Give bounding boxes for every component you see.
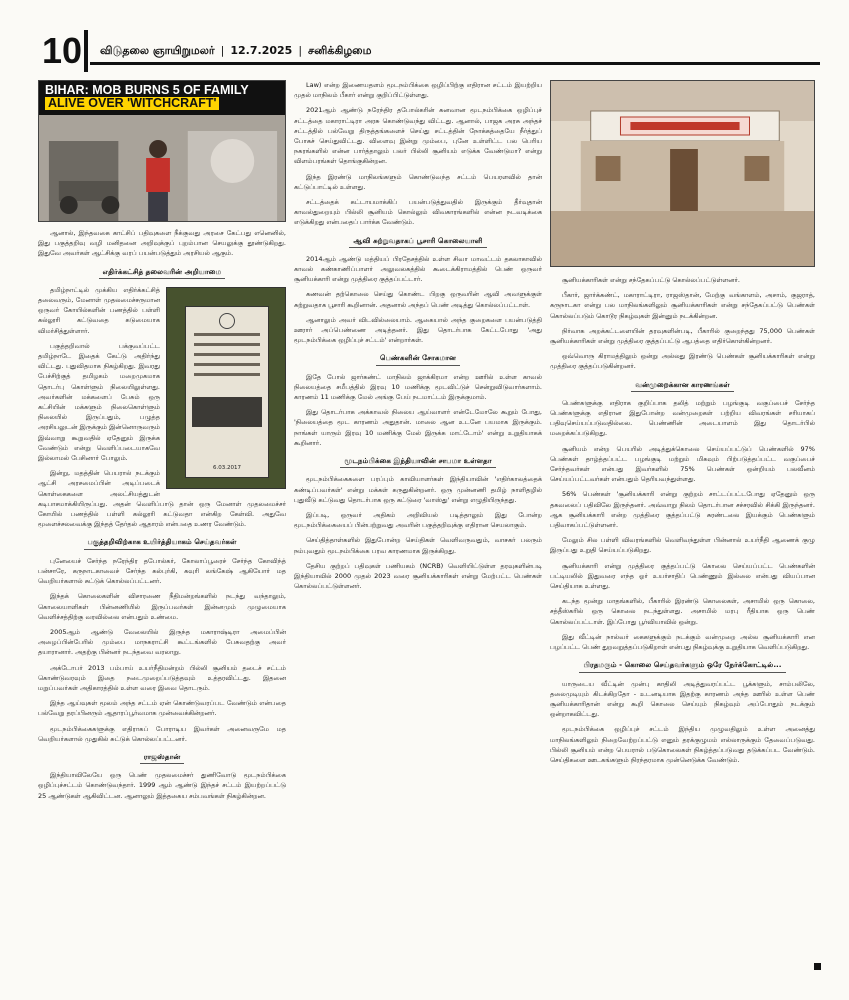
foundation-plaque-photo bbox=[166, 287, 286, 489]
col2-paragraph: கணவன் தற்கொலை செய்து கொண்ட பிறகு ஒருவரின் ஆவி அவளுக்குள் சுற்றுவதாக பூசாரி கூறினான். அதனால் அந்தப் பெண் அடித்து கொல்லப்பட்டாள். bbox=[294, 290, 542, 309]
column-2 bbox=[294, 80, 542, 960]
col2-paragraph: இப்படி, ஒருவர் அதிகம் அறிவியல் படித்தாலும் இது போன்ற மூடநம்பிக்கையைப் பின்பற்றுவது அவரின் பகுத்தறிவுக்கு எதிரான செயலாகும். bbox=[294, 510, 542, 530]
column-1 bbox=[38, 80, 286, 960]
col1-paragraph: அக்டோபர் 2013 பம்பாய் உயர்நீதிமன்றம் பில்லி சூனியம் தடைச் சட்டம் கொண்டுவரவும் இதை நடைமுறைப்படுத்தவும் உத்தரவிட்டது. இதனை மறுப்பவர்கள் அதிகாரத்தில் உள்ள வரை இவை தொடரும். bbox=[38, 663, 286, 692]
masthead: விடுதலை ஞாயிறுமலர் | 12.7.2025 | சனிக்கிழமை bbox=[100, 43, 372, 57]
col2-paragraph: இந்த இரண்டு மாநிலங்களும் கொண்டுவந்த சட்டம் பெயரளவில் தான் கட்டுப்பாட்டில் உள்ளது. bbox=[294, 172, 542, 191]
col3-paragraph: 56% பெண்கள் 'சூனியக்காரி என்று குற்றம் சாட்டப்பட்டபோது ஏதேனும் ஒரு தகவலைப் பதிவிலே இருந்தனர். அவ்வாறு நிலம் தொடர்பான சச்சரவில் சிக்கி இருந்தனர். ஆக சூனியக்காரி என்ற முத்திரை குத்தப்பட்டு சுரண்டலை இயக்கும் பெண்களும் பதிவாகப்பட்டுள்ளனர். bbox=[550, 490, 815, 530]
article-end-mark bbox=[814, 963, 821, 970]
col1-paragraph: பகுத்தறிவால் பக்குவப்பட்ட தமிழ்நாடே இதைக் கேட்டு அதிர்ந்து விட்டது. புதுவிதமாக நிகழ்கிறது. இவரது பேச்சிற்குத் தமிழகம் மறைமுகமாக தொடர்பு கொள்ளும் நிலையிலுள்ளது. அவர்களின் மக்களைப் பேசும் ஒரு கட்சியின் மக்களும் நிலைகொள்ளும் நிலையில் இருப்பதும், பழுத்த அரசியலுடன் இருக்கும் இன்னொருவரும் இவ்வாறு கூறுவதில் ஏதேனும் இருக்க வேண்டும் என்று வெளிப்படையாகவே இல்லாமல் பேசினார் போலும். bbox=[38, 341, 160, 463]
subhead-india: மூடநம்பிக்கை இந்தியாவின் சாபமா உள்ளதா bbox=[294, 456, 542, 468]
subhead-purnia: பிரதமரும் - கொலை செய்தவர்களும் ஒரே நேர்க்கோட்டில்... bbox=[550, 660, 815, 672]
subhead-rajasthan: ராஜஸ்தான் bbox=[38, 752, 286, 764]
col3-paragraph: ஒவ்வொரு கிராமத்திலும் ஒன்று அல்லது இரண்டு பெண்கள் சூனியக்காரிகள் என்று முத்திரை குத்தப்படுகின்றனர். bbox=[550, 352, 815, 371]
col3-paragraph: கடந்த மூன்று மாதங்களில், பீகாரில் இரண்டு கொலைகள், அசாமில் ஒரு கொலை, சத்தீஸ்கரில் ஒரு கொலை நடந்துள்ளது. அசாமில் மரபு ரீதியாக ஒரு பெண் கொல்லப்பட்டாள். இப்போது பூர்வியாவில் ஒன்று. bbox=[550, 597, 815, 626]
col2-paragraph: செய்தித்தாள்களில் இதுபோன்ற செய்திகள் வெளிவருவதும், வாசகர் பலரும் நம்புவதும் மூடநம்பிக்கை பரவ காரணமாக இருக்கிறது. bbox=[294, 536, 542, 555]
photo-headline-line2: ALIVE OVER 'WITCHCRAFT' bbox=[45, 97, 219, 110]
col2-paragraph: Law) என்ற இணையதளம் மூடநம்பிக்கை ஒழிப்பிற்கு எதிரான சட்டம் இயற்றிய முதல் மாநிலம் பீகார் என்று குறிப்பிட்டுள்ளது. bbox=[294, 81, 542, 100]
col3-paragraph: நிர்வாக அறக்கட்டளையின் தரவுகளின்படி, பீகாரில் குறைந்தது 75,000 பெண்கள் சூனியக்காரிகள் என்று முத்திரை குத்தப்பட்டு ஆபத்தை எதிர்கொள்கின்றனர். bbox=[550, 326, 815, 346]
col2-paragraph: இதே போல் ஜார்கண்ட் மாநிலம் ஜாக்கிரமா என்ற ஊரில் உள்ள காவல் நிலையத்தை சமீபத்தில் இரவு 10 மணிக்கு மூடவிட்டுச் சென்றுவிடுவார்களாம். காரணம் 11 மணிக்கு மேல் அங்கு பேய் நடமாட்டம் இருக்குமாம். bbox=[294, 372, 542, 402]
issue-date: 12.7.2025 bbox=[230, 43, 293, 57]
col1-paragraph: 2005ஆம் ஆண்டு வேலையில் இருந்த மகாராஷ்டிரா அமைப்பின் அழைப்பின்பேரில் மும்பை மாநகராட்சி கூட்டங்களில் பேசுவதற்கு அவர் தயாரானார். அதற்கு பின்னர் நடந்தவை வரலாறு. bbox=[38, 627, 286, 657]
col3-paragraph: சூனியக்காரிகள் என்று சந்தேகப்பட்டு கொல்லப்பட்டுள்ளனர். bbox=[562, 276, 740, 284]
bihar-news-photo bbox=[38, 80, 286, 222]
col3-paragraph: மூடநம்பிக்கை ஒழிப்புச் சட்டம் இந்திய முழுவதிலும் உள்ள அனைத்து மாநிலங்களிலும் நிறைவேற்றப்பட்டு எனும் தரக்குழுமம் எல்லாருக்கும் தேவைப்படுவது. பில்லி சூனியம் என்ற பெயரால் படுகொலைகள் நிகழ்த்தப்படுவது தடுக்கப்பட வேண்டும். செய்திகளை ஊடகங்களும் நிரந்தரமாக முன்னெடுக்க வேண்டும். bbox=[550, 725, 815, 764]
building-image bbox=[551, 81, 814, 266]
photo-headline-line1: BIHAR: MOB BURNS 5 OF FAMILY bbox=[45, 83, 249, 97]
col1-paragraph: இன்று, மதத்தின் பெயரால் நடக்கும் ஆட்சி அரசமைப்பின் அடிப்படைக் கொள்கைகளை அலட்சியத்துடன் கடிபாசமாக்கியிருப்பது. அதன் வெளிப்பாடு தான் ஒரு மேனாள் முதலமைச்சர் கோயில் பணத்தில் பள்ளி கல்லூரி கட்டுவதா என்கிற கேள்வி. அதுவே மூளைச்சலவைக்கு இந்தத் தேர்தல் ஆதாரம் என்பதை உணர வேண்டும். bbox=[38, 469, 286, 529]
issue-day: சனிக்கிழமை bbox=[308, 43, 372, 57]
col1-paragraph: இந்தக் கொலைகளின் விசாரணை நீதிமன்றங்களில் நடந்து வந்தாலும், கொலையாளிகள் பின்னணியில் இருப்பவர்கள் இன்னமும் முழுமையாக வெளிச்சத்திற்கு வரவில்லை என்பதும் உண்மை. bbox=[38, 592, 286, 621]
col3-paragraph: இது வீட்டின் நால்வர் கைகளுக்கும் நடக்கும் வன்முறை அல்ல சூனியக்காரி என பழப்பட்ட பெண் துறவறுத்தப்படுகிறாள் என்பது நிகழ்வுக்கு உறுதியாக வெளிப்படுகிறது. bbox=[550, 632, 815, 652]
subhead-witch-spirit: ஆவி சுற்றுவதாகப் பூசாரி கொலையாளி bbox=[294, 236, 542, 248]
subhead-women: பெண்களின் சோகமான bbox=[294, 353, 542, 365]
col2-paragraph: தேசிய குற்றப் பதிவுகள் பணியகம் (NCRB) வெளியிட்டுள்ள தரவுகளின்படி இந்தியாவில் 2000 முதல் 2023 வரை சூனியக்காரிகள் என்று மேற்பட்ட பெண்கள் கொல்லப்பட்டுள்ளனர். bbox=[294, 561, 542, 591]
col1-paragraph: தமிழ்நாட்டில் முக்கிய எதிர்க்கட்சித் தலைவரும், மேனாள் முதலமைச்சருமான ஒருவர் கோயில்களின் பணத்தில் பள்ளி கல்லூரி கட்டுவதை கடுமையாக விமர்சித்துள்ளார். bbox=[38, 285, 160, 335]
publication-name: விடுதலை ஞாயிறுமலர் bbox=[100, 43, 215, 57]
col2-paragraph: ஆனாலும் அவர் விடவில்லையாம். ஆகையால் அந்த குறைகளை பயன்படுத்தி ஊரார் அப்பெண்ணை அடித்தனர். இது தொடர்பாக கேட்டபோது 'அது மூடநம்பிக்கை ஒழிப்புச் சட்டம்' என்றார்கள். bbox=[294, 315, 542, 345]
subhead-causes: வன்முறைக்கான காரணங்கள் bbox=[550, 380, 815, 392]
col3-paragraph: மேலும் சில பள்ளி விவரங்களில் வெளிவந்துள்ள பின்னால் உயர்நீதி ஆணைக் குழு இருப்பது உறுதி செய்யப்படுகிறது. bbox=[550, 536, 815, 555]
plaque-date: 6.03.2017 bbox=[213, 464, 241, 471]
col3-paragraph: யாருடைய வீட்டின் முன்பு காதிலி அடித்துவரப்பட்ட பூக்களும், சாம்பலிலே, தலைமுடியும் கிடக்கிறதோ - உடனடியாக இதற்கு காரணம் அந்த ஊரில் உள்ள பெண் சூனியக்காரிதான் என்று கூறி கொலை செய்யும் நிகழ்வும் அப்போதும் நடக்கும் ஒன்றாகவிட்டது. bbox=[550, 679, 815, 719]
house-photo bbox=[550, 80, 815, 267]
col1-paragraph: இந்தியாவிலேயே ஒரு பெண் முதலமைச்சர் துணிவோடு மூடநம்பிக்கை ஒழிப்புச்சட்டம் கொண்டுவந்தார். 1999 ஆம் ஆண்டு இந்தச் சட்டம் இயற்றப்பட்டு 25 ஆண்டுகள் ஆகிவிட்டன. ஆனாலும் இத்தகைய சம்பவங்கள் நிகழ்கின்றன. bbox=[38, 771, 286, 800]
col3-paragraph: பெண்களுக்கு எதிராக குறிப்பாக தலித் மற்றும் பழங்குடி வகுப்பைச் சேர்ந்த பெண்களுக்கு எதிரான இதுபோன்ற வன்முறைகள் பற்றிய விவரங்கள் சரியாகப் பதிவுசெய்யப்படுவதில்லை. பெண்ணின் அடையாளம் இது தொடர்பில் மறைக்கப்படுகிறது. bbox=[550, 398, 815, 438]
column-3 bbox=[550, 80, 815, 960]
col1-paragraph: இந்த ஆய்வுகள் மூலம் அந்த சட்டம் ஏன் கொண்டுவரப்பட வேண்டும் என்பதை பல்வேறு தரப்பினரும் ஆதாரப்பூர்வமாக முன்வைக்கின்றனர். bbox=[38, 699, 286, 718]
col3-paragraph: சூனியம் என்ற பெயரில் அடித்துக்கொலை செய்யப்பட்டுப் பெண்களில் 97% பெண்கள் தாழ்த்தப்பட்ட பழங்குடி மற்றும் மிகவும் பிற்படுத்தப்பட்ட வகுப்பைச் சேர்ந்தவர்கள் என்பது இவர்களில் 75% பெண்கள் ஒன்றியம் பலவீனம் செய்யப்பட்டவர்கள் என்பதும் தெரியவந்துள்ளது. bbox=[550, 444, 815, 484]
page-number: 10 bbox=[40, 30, 88, 72]
col3-paragraph: சூனியக்காரி என்று முத்திரை குத்தப்பட்டு கொலை செய்யப்பட்ட பெண்களின் பட்டியலில் இதுவரை எந்த ஓர் உயர்சாதிப் பெண்ணும் இல்லை என்பது வியப்பான செய்தியாக உள்ளது. bbox=[550, 561, 815, 591]
col1-paragraph: புனேயைச் சேர்ந்த நரேந்திர தபோல்கர், கோலாப்பூரைச் சேர்ந்த கோவிந்த் பன்சாரே, கருநாடகாவைச் சேர்ந்த கல்புர்கி, கவுரி லங்கேஷ் ஆகியோர் மத வெறியர்களால் சுட்டுக் கொல்லப்பட்டனர். bbox=[38, 556, 286, 586]
photo-headline bbox=[39, 81, 285, 115]
emblem-seal-icon bbox=[219, 313, 235, 329]
col2-paragraph: சட்டத்தைக் கட்டாயமாக்கிப் பயன்படுத்துவதில் இருக்கும் தீர்வுதான் காவல்துறையும் பில்லி சூனியம் கொல்லும் விவகாரங்களில் என்ன நடவடிக்கை எடுக்கிறது என்பதைப் பார்க்க வேண்டும். bbox=[294, 198, 542, 227]
col1-paragraph: மூடநம்பிக்கைகளுக்கு எதிராகப் போராடிய இவர்கள் அனைவருமே மத வெறியர்களால் முதுகில் சுட்டுக் கொல்லப்பட்டனர். bbox=[38, 724, 286, 743]
col1-intro: ஆனால், இந்தவகை காட்சிப் பதிவுகளை நீக்குவது அரசை கேட்பது எனெனில், இது பகுத்தறிவு வழி மனிதனை அறிவுக்குப் புறம்பான செயலுக்கு தூண்டுகிறது. இதுவே அவர்கள் ஆட்சிக்கு வரப் பயன்படுத்தும் அரசியல் ஆகும். bbox=[38, 229, 286, 258]
subhead-opposition: எதிர்க்கட்சித் தலைவரின் அறியாமை bbox=[38, 267, 286, 279]
header-rule bbox=[90, 62, 820, 65]
col3-paragraph: பீகார், ஜார்க்கண்ட், மகாராட்டிரா, ராஜஸ்தான், மேற்கு வங்காளம், அசாம், குஜராத், கருநாடகா என்று பல மாநிலங்களிலும் சூனியக்காரிகள் என்று சந்தேகப்பட்டு பெண்கள் கொல்லப்படும் கொடூர நிகழ்வுகள் இன்னும் நடக்கின்றன. bbox=[550, 291, 815, 320]
col2-paragraph: 2014ஆம் ஆண்டு மத்தியப் பிரதேசத்தில் உள்ள சிவா மாவட்டம் தகலாகாவில் காவல் கண்காணிப்பாளர் அலுவலகத்தில் கூடைக்கிராமத்தில் பெண் ஒருவர் சூனியக்காரி என்று முத்திரை குத்தப்பட்டார். bbox=[294, 254, 542, 284]
page-header bbox=[40, 30, 820, 72]
col2-paragraph: 2021ஆம் ஆண்டு நரேந்திர தபோல்கரின் கனவான மூடநம்பிக்கை ஒழிப்புச் சட்டத்தை மகாராட்டிரா அரசு கொண்டுவந்து விட்டது. ஆனால், பாஜக அரசு அந்தச் சட்டத்தில் பல்வேறு திருத்தங்களைச் செய்து சட்டத்தின் நோக்கத்தையே நீர்த்துப் போகச் செய்துவிட்டது. விளைவு இன்று மும்பை, புனே உள்ளிட்ட பல பெரிய நகரங்களில் என்ன பார்த்தாலும் பலர் பில்லி சூனியம் எடுக்க வேண்டுமா? என்று விளம்பரங்கள் தொங்குகின்றன. bbox=[294, 106, 542, 166]
col2-paragraph: இது தொடர்பாக அக்காவல் நிலைய ஆய்வாளர் என்டேமோலே கூறும் போது, 'நிலையத்தை மூட காரணம் அதுதான். மாலை ஆன உடனே பயமாக இருக்கும். நாங்கள் யாரும் இரவு 10 மணிக்கு மேல் இருக்க மாட்டோம்' என்று உறுதியாகக் கூறினார். bbox=[294, 408, 542, 447]
col2-paragraph: மூடநம்பிக்கைகளை பரப்பும் காவியாளர்கள் இந்தியாவின் 'எதிர்காலத்தைக் கண்டிப்பவர்கள்' என்று மக்கள் கருதுகின்றனர். ஒரு முன்னணி தமிழ் நாளிதழில் புதுவீடு கட்டுவது தொடர்பாக ஒரு கட்டுரை 'வாஸ்து' என்று எழுதியிருந்தது. bbox=[294, 475, 542, 504]
subhead-rationalism: பகுத்தறிவிற்காக உயிர்த்தியாகம் செய்தவர்கள் bbox=[38, 537, 286, 549]
